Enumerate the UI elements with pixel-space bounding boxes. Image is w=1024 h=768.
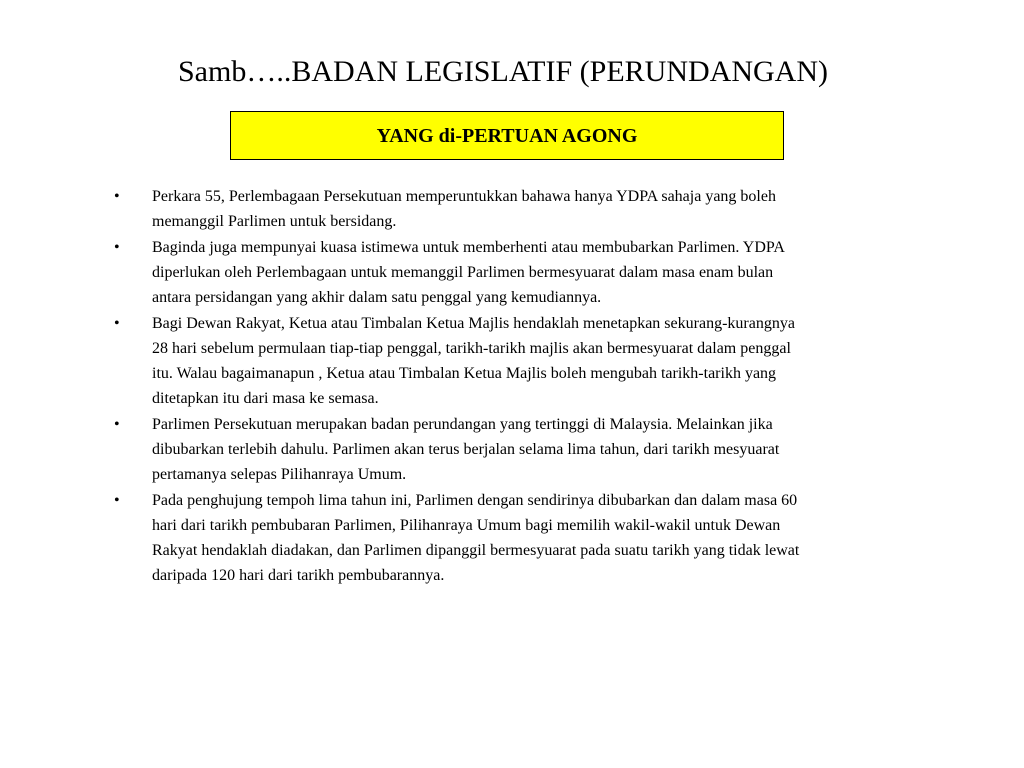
bullet-icon: • xyxy=(114,188,120,205)
highlight-box-label: YANG di-PERTUAN AGONG xyxy=(376,124,638,147)
bullet-text: Perkara 55, Perlembagaan Persekutuan memperuntukkan bahawa hanya YDPA sahaja yang boleh memanggil Parlimen untuk bersidang. xyxy=(152,188,776,230)
bullet-text: Bagi Dewan Rakyat, Ketua atau Timbalan Ketua Majlis hendaklah menetapkan sekurang-kurangnya 28 hari sebelum permulaan tiap-tiap penggal, tarikh-tarikh majlis akan bermesyuarat dalam penggal itu. Walau bagaimanapun , Ketua atau Timbalan Ketua Majlis boleh mengubah tarikh-tarikh yang ditetapkan itu dari masa ke semasa. xyxy=(152,315,795,407)
bullet-text: Pada penghujung tempoh lima tahun ini, Parlimen dengan sendirinya dibubarkan dan dalam masa 60 hari dari tarikh pembubaran Parlimen, Pilihanraya Umum bagi memilih wakil-wakil untuk Dewan Rakyat hendaklah diadakan, dan Parlimen dipanggil bermesyuarat pada suatu tarikh yang tidak lewat daripada 120 hari dari tarikh pembubarannya. xyxy=(152,492,800,584)
slide-title: Samb…..BADAN LEGISLATIF (PERUNDANGAN) xyxy=(178,55,828,88)
bullet-list xyxy=(110,184,810,589)
bullet-icon: • xyxy=(114,315,120,332)
bullet-item xyxy=(110,412,810,487)
bullet-text: Parlimen Persekutuan merupakan badan perundangan yang tertinggi di Malaysia. Melainkan jika dibubarkan terlebih dahulu. Parlimen akan terus berjalan selama lima tahun, dari tarikh mesyuarat pertamanya selepas Pilihanraya Umum. xyxy=(152,416,780,483)
bullet-item xyxy=(110,488,810,588)
bullet-item xyxy=(110,184,810,234)
highlight-box xyxy=(230,111,784,160)
bullet-item xyxy=(110,311,810,411)
bullet-item xyxy=(110,235,810,310)
bullet-icon: • xyxy=(114,492,120,509)
bullet-text: Baginda juga mempunyai kuasa istimewa untuk memberhenti atau membubarkan Parlimen. YDPA diperlukan oleh Perlembagaan untuk memanggil Parlimen bermesyuarat dalam masa enam bulan antara persidangan yang akhir dalam satu penggal yang kemudiannya. xyxy=(152,239,785,306)
bullet-icon: • xyxy=(114,239,120,256)
bullet-icon: • xyxy=(114,416,120,433)
